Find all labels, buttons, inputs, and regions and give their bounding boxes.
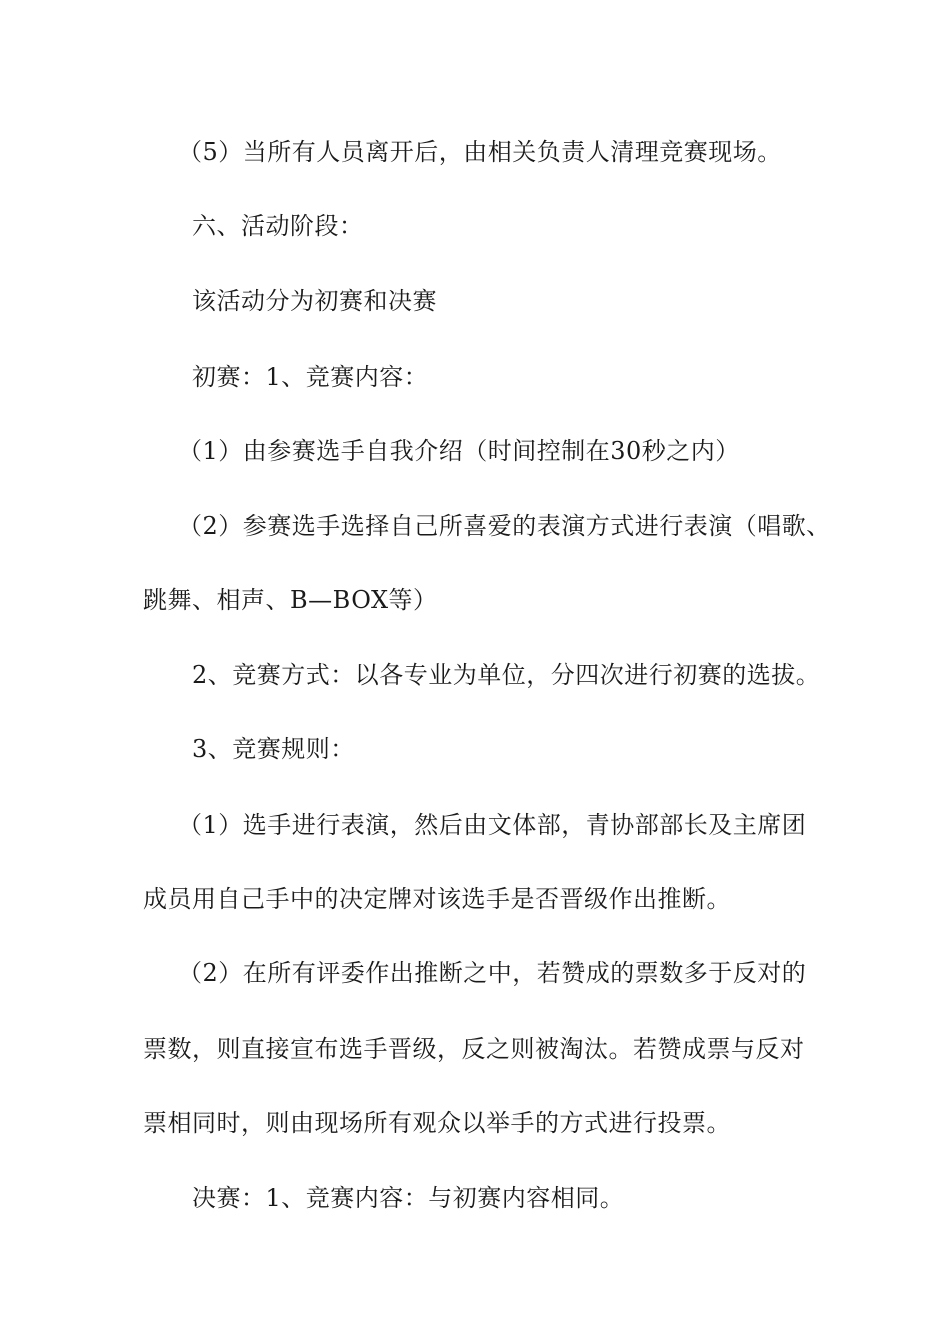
paragraph-line-6: （2）参赛选手选择自己所喜爱的表演方式进行表演（唱歌、 — [178, 512, 831, 540]
paragraph-line-7: 跳舞、相声、B—BOX等） — [143, 586, 438, 614]
paragraph-line-12: （2）在所有评委作出推断之中，若赞成的票数多于反对的 — [178, 959, 807, 987]
paragraph-line-15: 决赛：1、竞赛内容：与初赛内容相同。 — [192, 1184, 625, 1212]
paragraph-line-1: （5）当所有人员离开后，由相关负责人清理竞赛现场。 — [178, 138, 782, 166]
paragraph-line-11: 成员用自己手中的决定牌对该选手是否晋级作出推断。 — [143, 885, 731, 913]
paragraph-line-5: （1）由参赛选手自我介绍（时间控制在30秒之内） — [178, 437, 740, 465]
paragraph-line-10: （1）选手进行表演，然后由文体部，青协部部长及主席团 — [178, 811, 807, 839]
paragraph-line-8: 2、竞赛方式：以各专业为单位，分四次进行初赛的选拔。 — [192, 661, 821, 689]
paragraph-line-4: 初赛：1、竞赛内容： — [192, 363, 429, 391]
paragraph-line-3: 该活动分为初赛和决赛 — [192, 287, 437, 315]
paragraph-line-9: 3、竞赛规则： — [192, 735, 355, 763]
section-heading-activity-stages: 六、活动阶段： — [192, 212, 364, 240]
paragraph-line-14: 票相同时，则由现场所有观众以举手的方式进行投票。 — [143, 1109, 731, 1137]
paragraph-line-13: 票数，则直接宣布选手晋级，反之则被淘汰。若赞成票与反对 — [143, 1035, 805, 1063]
